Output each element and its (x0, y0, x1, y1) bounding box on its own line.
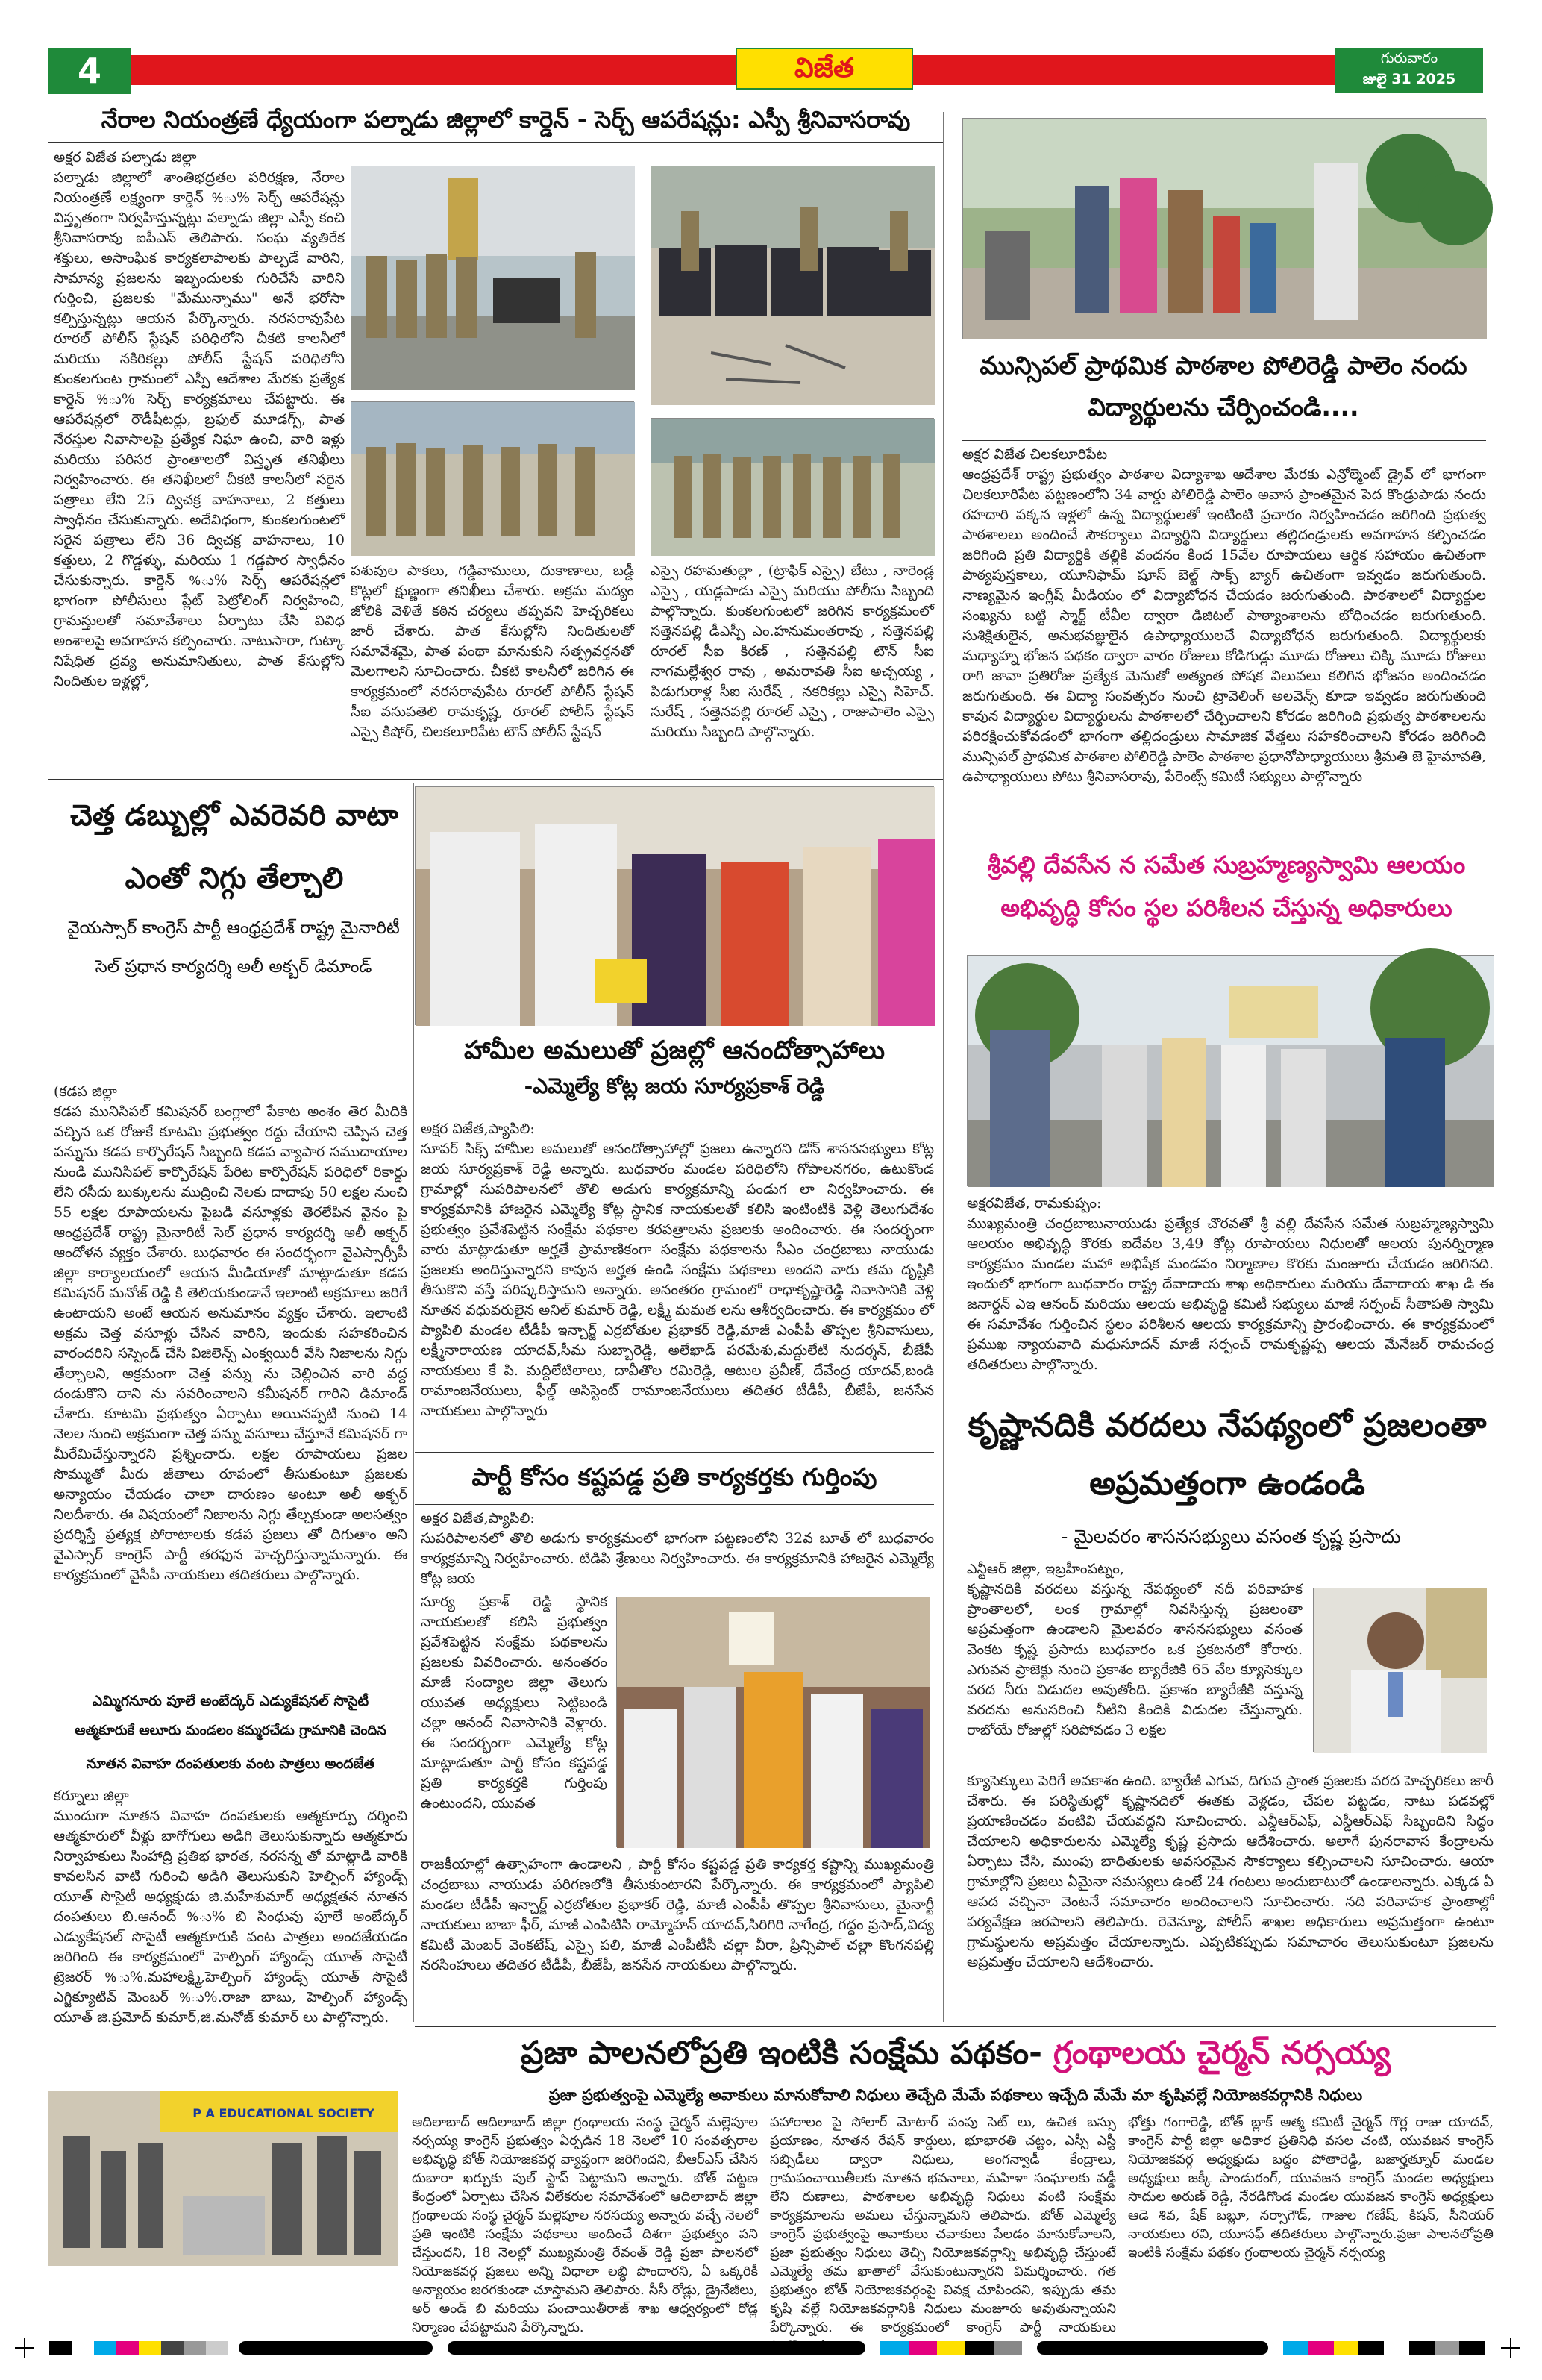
masthead-logo: విజేత (794, 53, 854, 84)
party-body-top-text: సుపరిపాలనలో తొలి అడుగు కార్యక్రమంలో భాగంగా పట్టణంలోని 32వ బూత్ లో బుధవారం కార్యక్రమాన్ని నిర్వహించారు. టిడిపి శ్రేణులు నిర్వహించారు. ఈ కార్యక్రమానికి హాజరైన ఎమ్మెల్యే కోట్ల జయ (421, 1530, 934, 1587)
bottom-headline-magenta: గ్రంథాలయ చైర్మన్ నర్సయ్య (1041, 2035, 1391, 2072)
print-registration-strip (0, 2337, 1542, 2359)
mla-meeting-people-image (416, 787, 935, 1026)
header-red-bar-right (913, 55, 1335, 85)
police-parade-image (351, 166, 635, 390)
column-divider-mid-left (413, 783, 414, 2022)
krishna-body-full-text: క్యూసెక్కులు పెరిగే అవకాశం ఉంది. బ్యారేజీ ఎగువ, దిగువ ప్రాంత ప్రజలకు వరద హెచ్చరికలు జారీ చేశారు. ఈ పరిస్థితుల్లో కృష్ణానదిలో ఈతకు వెళ్లడం, చేపల పట్టడం, నాటు పడవల్లో ప్రయాణించడం వంటివి చేయవద్దని సూచించారు. ఎన్డీఆర్ఎఫ్, ఎస్డీఆర్ఎఫ్ సిబ్బందిని సిద్ధం చేయాలని అధికారులను ఎమ్మెల్యే కృష్ణ ప్రసాదు ఆదేశించారు. అలాగే పునరావాస కేంద్రాలను ఏర్పాటు చేసి, ముంపు బాధితులకు అవసరమైన సౌకర్యాలు కల్పించాలని సూచించారు. ఆయా గ్రామాల్లోని ప్రజలు ఏమైనా సమస్యలు ఉంటే 24 గంటలు అందుబాటులో ఉండాలన్నారు. ఎక్కడ ఏ ఆపద వచ్చినా వెంటనే సమాచారం అందించాలని సూచించారు. నది పరివాహక ప్రాంతాల్లో పర్యవేక్షణ జరపాలని తెలిపారు. రెవెన్యూ, పోలీస్ శాఖల అధికారులు అప్రమత్తంగా ఉంటూ గ్రామస్థులను అప్రమత్తం చేయాలన్నారు. ఎప్పటికప్పుడు సమాచారం తెలుసుకుంటూ ప్రజలను అప్రమత్తం చేయాలని ఆదేశించారు. (967, 1773, 1494, 1970)
bottom-article-top-rule (415, 2026, 1496, 2027)
krishna-headline: కృష్ణానదికి వరదలు నేపథ్యంలో ప్రజలంతా అప్రమత్తంగా ఉండండి (968, 1406, 1487, 1503)
page-header (0, 0, 1542, 90)
police-headline-rule (48, 142, 943, 143)
police-dateline: అక్షర విజేత పల్నాడు జిల్లా (54, 149, 197, 166)
ali-body (54, 1082, 407, 1701)
ambedkar-body (54, 1786, 407, 2025)
police-col3-text: ఎస్సై రహమతుల్లా , (ట్రాఫిక్ ఎస్సై) బేటు , నారెండ్ల ఎస్సై , యడ్లపాడు ఎస్సై మరియు పోలీసు సిబ్బంది పాల్గొన్నారు. కుంకలగుంటలో జరిగిన కార్యక్రమంలో సత్తెనపల్లి డీఎస్పీ ఎం.హనుమంతరావు , సత్తెనపల్లి రూరల్ సీఐ కిరణ్ , సత్తెనపల్లి టౌన్ సీఐ నాగమల్లేశ్వర రావు , అమరావతి సీఐ అచ్చయ్య , పిడుగురాళ్ల సీఐ సురేష్ , నకరికల్లు ఎస్సై సిహెచ్. సురేష్ , సత్తెనపల్లి రూరల్ ఎస్సై , రాజుపాలెం ఎస్సై మరియు సిబ్బంది పాల్గొన్నారు. (651, 563, 934, 740)
row-divider-1 (48, 779, 943, 780)
ali-headline: చెత్త డబ్బుల్లో ఎవరెవరి వాటా ఎంతో నిగ్గు తేల్చాలి (70, 799, 398, 895)
party-body-left: సూర్య ప్రకాశ్ రెడ్డి స్థానిక నాయకులతో కలిసి ప్రభుత్వం ప్రవేశపెట్టిన సంక్షేమ పథకాలను ప్రజలకు వివరించారు. అనంతరం మాజీ సంద్యాల జిల్లా తెలుగు యువత అధ్యక్షులు సెట్టిబండి చల్లా ఆనంద్ నివాసానికి వెళ్లారు. ఈ సందర్భంగా ఎమ్మెల్యే కోట్ల మాట్లాడుతూ పార్టీ కోసం కష్టపడ్డ ప్రతి కార్యకర్తకి గుర్తింపు ఉంటుందని, యువత (421, 1594, 607, 1811)
pension-dateline: అక్షర విజేత,ప్యాపిలి: (421, 1121, 535, 1137)
ambedkar-photo (48, 2091, 397, 2265)
pension-photo (415, 786, 934, 1025)
police-photo-3 (351, 401, 634, 555)
date-label: జులై 31 2025 (1362, 71, 1456, 87)
party-headline-rule (415, 1504, 934, 1505)
color-swatches-right (1283, 2341, 1485, 2355)
pension-headline: హామీల అమలుతో ప్రజల్లో ఆనందోత్సాహాలు (463, 1036, 886, 1065)
school-body (962, 445, 1486, 803)
krishna-dateline: ఎన్టీఆర్ జిల్లా, ఇబ్రహీంపట్నం, (967, 1561, 1124, 1577)
color-swatches-mid (880, 2341, 1022, 2355)
school-headline: మున్సిపల్ ప్రాథమిక పాఠశాల పోలిరెడ్డి పాలెం నందు విద్యార్థులను చేర్పించండి.... (980, 351, 1467, 422)
page-number: 4 (77, 51, 101, 91)
column-divider-mid-right (943, 783, 944, 2022)
krishna-subhead: - మైలవరం శాసనసభ్యులు వసంత కృష్ణ ప్రసాదు (1061, 1526, 1401, 1547)
krishna-photo (1313, 1588, 1486, 1752)
police-col1-text: పల్నాడు జిల్లాలో శాంతిభద్రతల పరిరక్షణ, నేరాల నియంత్రణే లక్ష్యంగా కార్డెన్ %ు% సెర్చ్ ఆపరేషన్లు విస్తృతంగా నిర్వహిస్తున్నట్లు పల్నాడు జిల్లా ఎస్పీ కంచి శ్రీనివాసరావు ఐపీఎస్ తెలిపారు. సంఘ వ్యతిరేక శక్తులు, అసాంఘిక కార్యకలాపాలకు పాల్పడే వారిని, సామాన్య ప్రజలను ఇబ్బందులకు గురిచేసే వారిని గుర్తించి, ప్రజలకు "మేమున్నాము" అనే భరోసా కల్పిస్తున్నట్లు ఆయన పేర్కొన్నారు. నరసరావుపేట రూరల్ పోలీస్ స్టేషన్ పరిధిలోని చీకటి కాలనీలో మరియు నకిరికల్లు పోలీస్ స్టేషన్ పరిధిలోని కుంకలగుంట గ్రామంలో ఎస్పీ ఆదేశాల మేరకు ప్రత్యేక కార్డెన్ %ు% సెర్చ్ కార్యక్రమాలు చేపట్టారు. ఈ ఆపరేషన్లలో రౌడీషీటర్లు, బ్రఫుల్ మూడగ్స్, పాత నేరస్తుల నివాసాలపై ప్రత్యేక నిఘా ఉంచి, వారి ఇళ్లు మరియు పరిసర ప్రాంతాలలో విస్తృత తనిఖీలు నిర్వహించారు. ఈ తనిఖీలలో చీకటి కాలనీలో సరైన పత్రాలు లేని 25 ద్విచక్ర వాహనాలు, 2 కత్తులు స్వాధీనం చేసుకున్నారు. అదేవిధంగా, కుంకలగుంటలో సరైన పత్రాలు లేని 36 ద్విచక్ర వాహనాలు, 10 కత్తులు, 2 గొడ్డళ్ళు, మరియు 1 గడ్డపార స్వాధీనం చేసుకున్నారు. కార్డెన్ %ు% సెర్చ్ ఆపరేషన్లలో భాగంగా పోలీసులు ప్లేట్ పెట్రోలింగ్ నిర్వహించి, గ్రామస్తులతో సమావేశాలు ఏర్పాటు చేసి వివిధ అంశాలపై అవగాహన కల్పించారు. నాటుసారా, గుట్కా నిషేధిత ద్రవ్య అనుమానితులు, పాత కేసుల్లోని నిందితుల ఇళ్లల్లో, (54, 169, 345, 689)
party-top-rule (415, 1452, 934, 1453)
ambedkar-body-text: ముందుగా నూతన వివాహ దంపతులకు ఆత్మకూర్పు దర్శించి ఆత్మకూరులో వీళ్లు బాగోగులు అడిగి తెలుసుకున్నారు ఆత్మకూరు నిర్వాహకులు సింహాద్రి ప్రతిభ భారత, నరసన్న తో మాట్లాడి వారికి కావలసిన వాటి గురించి అడిగి తెలుసుకుని హెల్పింగ్ హ్యాండ్స్ యూత్ సొసైటీ అధ్యక్షుడు జి.మహేశుమార్ అధ్యక్షతన నూతన దంపతులు బి.ఆనంద్ %ు% బి సింధువు పూలే అంబేద్కర్ ఎడ్యుకేషనల్ సొసైటీ ఆత్మకూరుకి వంట పాత్రలు అందజేయడం జరిగింది ఈ కార్యక్రమంలో హెల్పింగ్ హ్యాండ్స్ యూత్ సొసైటీ ట్రెజరర్ %ు%.మహాలక్ష్మి,హెల్పింగ్ హ్యాండ్స్ యూత్ సొసైటీ ఎగ్జిక్యూటివ్ మెంబర్ %ు%.రాజా బాబు, హెల్పింగ్ హ్యాండ్స్ యూత్ జి.ప్రమోద్ కుమార్,జి.మనోజ్ కుమార్ లు పాల్గొన్నారు. (54, 1808, 407, 2026)
pension-body-text: సూపర్ సిక్స్ హామీల అమలుతో ఆనందోత్సాహాల్లో ప్రజలు ఉన్నారని డోన్ శాసనసభ్యులు కోట్ల జయ సూర్యప్రకాశ్ రెడ్డి అన్నారు. బుధవారం మండల పరిధిలోని గోపాలనగరం, ఉటుకొండ గ్రామాల్లో సుపరిపాలనలో తొలి అడుగు కార్యక్రమాన్ని పండుగ లా నిర్వహించారు. ఈ కార్యక్రమానికి హాజరైన ఎమ్మెల్యే కోట్ల స్థానిక నాయకులతో కలిసి ఇంటింటికి వెళ్లి తెలుగుదేశం ప్రభుత్వం ప్రవేశపెట్టిన సంక్షేమ పథకాల కరపత్రాలను ప్రజలకు అందించారు. ఈ సందర్భంగా వారు మాట్లాడుతూ అర్హతే ప్రామాణికంగా సంక్షేమ పథకాలను సీఎం చంద్రబాబు నాయుడు ప్రజలకు అందిస్తున్నారని కావున అర్హత ఉండి సంక్షేమ పథకాలు అందని వారు తమ దృష్టికి తీసుకొని వస్తే పరిష్కరిస్తామని అన్నారు. అనంతరం గ్రామంలో రాధాకృష్ణారెడ్డి నివాసానికి వెళ్లి నూతన వధువరులైన అనిల్ కుమార్ రెడ్డి, లక్ష్మీ మమత లను ఆశీర్వదించారు. ఈ కార్యక్రమం లో ప్యాపిలి మండల టీడీపీ ఇన్చార్జ్ ఎర్రబోతుల ప్రభాకర్ రెడ్డి,మాజీ ఎంపీపీ తొప్పల శ్రీనివాసులు, లక్ష్మీనారాయణ యాదవ్,సీమ సుబ్బారెడ్డి, అలేఖాడ్ పరమేశు,మద్దులేటి నుదర్శన్, బీజేపీ నాయకులు కే పి. మద్దిలేటిలాలు, దావీతొల రమిరెడ్డి, ఆటుల ప్రవీణ్, దేవేంద్ర యాదవ్,బండి రామాంజనేయులు, ఫీల్డ్ అసిస్టెంట్ రామాంజనేయులు తదితర టీడీపీ, బీజేపీ, జనసేన నాయకులు పాల్గొన్నారు (421, 1141, 934, 1419)
party-workers-image (617, 1597, 930, 1848)
party-body-top (421, 1509, 934, 1591)
ambedkar-headline-1: ఎమ్మిగనూరు పూలే అంబేద్కర్ ఎడ్యుకేషనల్ సొసైటీ (92, 1693, 369, 1709)
bottom-col3-text: భోత్తు గంగారెడ్డి, బోత్ బ్లాక్ ఆత్మ కమిటీ చైర్మన్ గొర్ల రాజు యాదవ్, కాంగ్రెస్ పార్టీ జిల్లా అధికార ప్రతినిధి వసల చంటి, యువజన కాంగ్రెస్ నియోజకవర్గ అధ్యక్షుడు బద్దం పోతారెడ్డి, బజార్హత్నూర్ మండల అధ్యక్షులు జక్కీ పాండురంగ్, యువజన కాంగ్రెస్ మండల అధ్యక్షులు సాదుల అరుణ్ రెడ్డి, నేరడిగొండ మండల యువజన కాంగ్రెస్ అధ్యక్షులు ఆడె శివ, షేక్ బబ్లూ, నర్సాగౌడ్, గాజుల గణేష్, కిషన్, సీనియర్ నాయకులు రవి, యూసఫ్ తదితరులు పాల్గొన్నారు.ప్రజా పాలనలోప్రతి ఇంటికి సంక్షేమ పథకం గ్రంథాలయ చైర్మన్ నర్సయ్య (1128, 2114, 1494, 2261)
bottom-col2-text: పహారాలం పై సోలార్ మోటార్ పంపు సెట్ లు, ఉచిత బస్సు ప్రయాణం, నూతన రేషన్ కార్డులు, భూభారతి చట్టం, ఎస్సీ ఎస్టీ సబ్సిడీలు ద్వారా నిధులు, అంగన్వాడీ కేంద్రాలు, గ్రామపంచాయితీలకు నూతన భవనాలు, మహిళా సంఘాలకు వడ్డీ లేని రుణాలు, పాఠశాలల అభివృద్ధి నిధులు వంటి సంక్షేమ కార్యక్రమాలను అమలు చేస్తున్నామని తెలిపారు. బోత్ ఎమ్మెల్యే కాంగ్రెస్ ప్రభుత్వంపై అవాకులు చవాకులు పేలడం మానుకోవాలని, ప్రజా ప్రభుత్వం నిధులు తెచ్చి నియోజకవర్గాన్ని అభివృద్ధి చేస్తుంటే ఎమ్మెల్యే తమ ఖాతాలో వేసుకుంటున్నారని విమర్శించారు. గత ప్రభుత్వం బోత్ నియోజకవర్గంపై వివక్ష చూపిందని, ఇప్పుడు తమ కృషి వల్లే నియోజకవర్గానికి నిధులు మంజూరు అవుతున్నాయని పేర్కొన్నారు. ఈ కార్యక్రమంలో కాంగ్రెస్ పార్టీ నాయకులు (770, 2114, 1116, 2335)
day-label: గురువారం (1380, 50, 1438, 66)
police-photo-4 (651, 418, 934, 555)
header-red-bar-left (131, 55, 736, 85)
color-swatches-left (49, 2341, 228, 2355)
masthead-box (736, 48, 913, 90)
page-number-box (48, 48, 131, 94)
date-box (1335, 48, 1483, 93)
column-divider-top (943, 112, 944, 791)
temple-photo (967, 955, 1494, 1186)
pension-body (421, 1119, 934, 1447)
temple-body (967, 1194, 1494, 1410)
bottom-subhead: ప్రజా ప్రభుత్వంపై ఎమ్మెల్యే అవాకులు మానుకోవాలి నిధులు తెచ్చేది మేమే పథకాలు ఇచ్చేది మేమే మా కృషివల్లే నియోజకవర్గానికి నిధులు (548, 2086, 1363, 2104)
ali-dateline: (కడప జిల్లా (54, 1083, 117, 1100)
bottom-col1-text: ఆదిలాబాద్ ఆదిలాబాద్ జిల్లా గ్రంథాలయ సంస్థ చైర్మన్ మల్లెపూల నర్సయ్య కాంగ్రెస్ ప్రభుత్వం ఏర్పడిన 18 నెలలో 10 సంవత్సరాల అభివృద్ధి బోత్ నియోజకవర్గ వ్యాప్తంగా జరిగిందని, బీఆర్ఎస్ చేసిన దుబారా ఖర్చుకు పుల్ స్టాప్ పెట్టామని అన్నారు. బోత్ పట్టణ కేంద్రంలో ఏర్పాటు చేసిన విలేకరుల సమావేశంలో ఆదిలాబాద్ జిల్లా గ్రంథాలయ సంస్థ చైర్మన్ మల్లెపూల నరసయ్య అన్నారు వచ్చే నెలలో ప్రతి ఇంటికి సంక్షేమ పథకాలు అందించే దిశగా ప్రభుత్వం పని చేస్తుందని, 18 నెలల్లో ముఖ్యమంత్రి రేవంత్ రెడ్డి ప్రజా పాలనలో నియోజకవర్గ ప్రజలు అన్ని విధాలా లబ్ధి పొందారని, ఏ ఒక్కరికీ అన్యాయం జరగకుండా చూస్తామని తెలిపారు. సీసీ రోడ్లు, డ్రైనేజీలు, అర్ అండ్ బి మరియు పంచాయితీరాజ్ శాఖ ఆధ్వర్యంలో రోడ్ల నిర్మాణం చేపట్టామని పేర్కొన్నారు. (412, 2114, 758, 2335)
temple-site-inspection-image (968, 956, 1494, 1187)
school-body-text: ఆంధ్రప్రదేశ్ రాష్ట్ర ప్రభుత్వం పాఠశాల విద్యాశాఖ ఆదేశాల మేరకు ఎన్రోల్మెంట్ డ్రైవ్ లో భాగంగా చిలకలూరిపేట పట్టణంలోని 34 వార్డు పోలిరెడ్డి పాలెం అవాస ప్రాంతమైన పెద కొండ్రుపాడు నందు రహదారి పక్కన ఇళ్లలో ఉన్న విద్యార్థులతో ఇంటింటి ప్రచారం నిర్వహించడం జరిగింది ప్రభుత్వ పాఠశాలలు అందించే సౌకర్యాలు విద్యార్థిని విద్యార్థులు తల్లిదండ్రులకు అవగాహన కల్పించడం జరిగింది ప్రతి విద్యార్థికి తల్లికి వందనం కింద 15వేల రూపాయలు ఆర్థిక సహాయం ఉచితంగా పాఠ్యపుస్తకాలు, యూనిఫామ్ షూస్ బెల్ట్ సాక్స్ బ్యాగ్ ఉచితంగా ఇవ్వడం జరుగుతుంది. నాణ్యమైన ఇంగ్లీష్ మీడియం లో విద్యాబోధన చేయడం జరుగుతుంది. పాఠశాలలో విద్యార్థుల సంఖ్యను బట్టి స్మార్ట్ టీవీల ద్వారా డిజిటల్ పాఠ్యాంశాలను బోధించడం జరుగుతుంది. సుశిక్షితులైన, అనుభవజ్ఞులైన ఉపాధ్యాయులచే విద్యాబోధన జరుగుతుంది. విద్యార్థులకు మధ్యాహ్న భోజన పథకం ద్వారా వారం రోజులు కోడిగుడ్లు మూడు రోజులు చిక్కి మూడు రోజులు రాగి జావా ప్రతిరోజు ప్రత్యేక మెనుతో అత్యంత పోషక విలువలు కలిగిన భోజనం అందించడం జరుగుతుంది. ఈ విద్యా సంవత్సరం నుంచి ట్రావెలింగ్ అలవెన్స్ కూడా ఇవ్వడం జరుగుతుంది కావున విద్యార్థుల విద్యార్థులను పాఠశాలలో చేర్పించాలని కోరడం జరిగింది ప్రభుత్వ పాఠశాలలను పరిరక్షించుకోవడంలో భాగంగా తల్లిదండ్రులు సామాజిక వేత్తలు సహకరించాలని కోరడం జరిగింది మున్సిపల్ ప్రాథమిక పాఠశాల పోలిరెడ్డి పాలెం పాఠశాల ప్రధానోపాధ్యాయులు శ్రీమతి జె హైమావతి, ఉపాధ్యాయులు పోటు శ్రీనివాసరావు, పేరెంట్స్ కమిటీ సభ్యులు పాల్గొన్నారు (962, 466, 1486, 785)
temple-dateline: అక్షరవిజేత, రామకుప్పం: (967, 1195, 1102, 1212)
ambedkar-headline-2: ఆత్మకూరుకే ఆలూరు మండలం కమ్మరచేడు గ్రామానికి చెందిన (75, 1723, 386, 1738)
party-body-bottom-text: రాజకీయాల్లో ఉత్సాహంగా ఉండాలని , పార్టీ కోసం కష్టపడ్డ ప్రతి కార్యకర్త కష్టాన్ని ముఖ్యమంత్రి చంద్రబాబు నాయుడు పరిగణలోకి తీసుకుంటారని పేర్కొన్నారు. ఈ కార్యక్రమంలో ప్యాపిలి మండల టీడీపీ ఇన్చార్జ్ ఎర్రబోతుల ప్రభాకర్ రెడ్డి, మాజీ ఎంపీపీ తొప్పల శ్రీనివాసులు, మైనార్టీ నాయకులు బాబా ఫీర్, మాజీ ఎంపిటిసి రామ్మోహన్ యాదవ్,సిరిగిరి నాగేంద్ర, గద్దం ప్రసాద్,విద్య కమిటీ మెంబర్ వెంకటేష్, ఎస్సై పలి, మాజీ ఎంపీటీసీ చల్లా వీరా, ప్రిన్సిపాల్ చల్లా కొంగనపల్లి నరసింహులు తదితర టీడీపీ, బీజేపీ, జనసేన నాయకులు పాల్గొన్నారు. (421, 1856, 934, 1973)
police-inspection-image (351, 402, 635, 556)
police-headline: నేరాల నియంత్రణే ధ్యేయంగా పల్నాడు జిల్లాలో కార్డెన్ - సెర్చ్ ఆపరేషన్లు: ఎస్పీ శ్రీనివాసరావు (101, 107, 911, 134)
temple-body-text: ముఖ్యమంత్రి చంద్రబాబునాయుడు ప్రత్యేక చొరవతో శ్రీ వల్లి దేవసేన సమేత సుబ్రహ్మణ్యస్వామి ఆలయం అభివృద్ధి కొరకు ఐదేవల 3,49 కోట్ల రూపాయలు నిధులతో ఆలయ పునర్నిర్మాణ కార్యక్రమం మండల మహా అభిషేక మండపం నిర్మాణాల కొరకు మంజూరు చేయడం జరిగినది. ఇందులో భాగంగా బుధవారం రాష్ట్ర దేవాదాయ శాఖ అధికారులు మరియు దేవాదాయ శాఖ డి ఈ జనార్దన్ ఎఇ ఆనంద్ మరియు ఆలయ అభివృద్ధి కమిటీ సభ్యులు మాజీ సర్పంచ్ సీతాపతి స్వామి ఈ సమావేశం గుర్తించిన స్థలం పరిశీలన ఆలయ కార్యక్రమాన్ని ప్రారంభించారు. ఈ కార్యక్రమంలో ప్రముఖ న్యాయవాది మధుసూదన్ మాజీ సర్పంచ్ రామకృష్ణప్ప ఆలయ మేనేజర్ రామచంద్ర తదితరులు పాల్గొన్నారు. (967, 1215, 1494, 1373)
school-students-image (963, 119, 1487, 339)
school-dateline: అక్షర విజేత చిలకలూరిపేట (962, 446, 1108, 463)
crosshair-right (1501, 2338, 1520, 2358)
police-col1 (54, 148, 345, 764)
ali-body-text: కడప మునిసిపల్ కమిషనర్ బంగ్లాలో పేకాట అంశం తెర మీదికి వచ్చిన ఒక రోజుకే కూటమి ప్రభుత్వం రద్దు చేయాని చెప్పిన చెత్త పన్నును కడప కార్పొరేషన్ సిబ్బంది కడప వ్యాపార సముదాయాల నుండి మునిసిపల్ కార్పొరేషన్ పేరిట కార్పొరేషన్ పరిధిలో రికార్డు లేని రసీదు బుక్కులను ముద్రించి నెలకు దాదాపు 50 లక్షల నుంచి 55 లక్షల రూపాయలను పైబడి వసూళ్లకు తెరలేపిన వైనం పై ఆంధ్రప్రదేశ్ రాష్ట్ర మైనారిటీ సెల్ ప్రధాన కార్యదర్శి అలీ అక్బర్ ఆందోళన వ్యక్తం చేశారు. బుధవారం ఈ సందర్భంగా వైఎస్సార్సీపీ జిల్లా కార్యాలయంలో ఆయన మీడియాతో మాట్లాడుతూ కడప కమిషనర్ మనోజ్ రెడ్డి కి తెలియకుండానే ఇలాంటి అక్రమాలు జరిగే ఉంటాయని అంటే ఆయన అనుమానం వ్యక్తం చేశారు. ఇలాంటి అక్రమ చెత్త వసూళ్లు చేసిన వారిని, ఇందుకు సహకరించిన వారందరిని సస్పెండ్ చేసి విజిలెన్స్ ఎంక్వయిరీ వేసి నిజాలను నిగ్గు తేల్చాలని, అక్రమంగా చెత్త పన్ను ను చెల్లించిన వారి వద్ద దండుకొని దాని ను సవరించాలని కమీషనర్ గారిని డిమాండ్ చేశారు. కూటమి ప్రభుత్వం ఏర్పాటు అయినప్పటి నుంచి 14 నెలల నుంచి అక్రమంగా చెత్త పన్ను వసూలు చేస్తూనే కమిషనర్ గా మీరేమిచేస్తున్నారని ప్రశ్నించారు. లక్షల రూపాయలు ప్రజల సొమ్ముతో మీరు జీతాలు రూపంలో తీసుకుంటూ ప్రజలకు అన్యాయం చేయడం చాలా దారుణం అంటూ అలీ అక్బర్ నిలదీశారు. ఈ విషయంలో నిజాలను నిగ్గు తేల్చకుండా అలసత్వం ప్రదర్శిస్తే ప్రత్యక్ష పోరాటాలకు కడప ప్రజలు తో దిగుతాం అని వైఎస్సార్ కాంగ్రెస్ పార్టీ తరఫున హెచ్చరిస్తున్నామన్నారు. ఈ కార్యక్రమంలో వైసీపీ నాయకులు తదితరులు పాల్గొన్నారు. (54, 1103, 407, 1583)
registration-bar-3 (1037, 2341, 1268, 2355)
temple-headline: శ్రీవల్లి దేవసేన న సమేత సుబ్రహ్మణ్యస్వామి ఆలయం అభివృద్ధి కోసం స్థల పరిశీలన చేస్తున్న అధికారులు (987, 851, 1466, 922)
registration-bar-2 (448, 2341, 865, 2355)
school-headline-rule (962, 440, 1486, 441)
party-headline: పార్టీ కోసం కష్టపడ్డ ప్రతి కార్యకర్తకు గుర్తింపు (471, 1462, 877, 1491)
seized-bikes-image (651, 166, 935, 405)
mla-portrait-image (1314, 1588, 1487, 1753)
bottom-headline-black: ప్రజా పాలనలోప్రతి ఇంటికి సంక్షేమ పథకం- (521, 2035, 1042, 2072)
party-dateline: అక్షర విజేత,ప్యాపిలి: (421, 1510, 535, 1526)
party-photo (616, 1597, 930, 1847)
police-col2-text: పశువుల పాకలు, గడ్డివాములు, దుకాణాలు, బడ్డీ కొట్లలో క్షుణ్ణంగా తనిఖీలు చేశారు. అక్రమ మద్యం జోలికి వెళితే కఠిన చర్యలు తప్పవని హెచ్చరికలు జారీ చేశారు. పాత కేసుల్లోని నిందితులతో సమావేశమై, పాత పంథా మానుకుని సత్ప్రవర్తనతో మెలగాలని సూచించారు. చీకటి కాలనీలో జరిగిన ఈ కార్యక్రమంలో నరసరావుపేట రూరల్ పోలీస్ స్టేషన్ సీఐ వసుపతెలి రామకృష్ణ, రూరల్ పోలీస్ స్టేషన్ ఎస్సై కిషోర్, చిలకలూరిపేట టౌన్ పోలీస్ స్టేషన్ (351, 563, 634, 740)
ambedkar-photo-banner: P A EDUCATIONAL SOCIETY (192, 2106, 374, 2120)
police-photo-1 (351, 166, 634, 389)
crosshair-left (15, 2338, 34, 2358)
police-briefing-image (651, 419, 935, 556)
ali-subhead: వైయస్సార్ కాంగ్రెస్ పార్టీ ఆంధ్రప్రదేశ్ రాష్ట్ర మైనారిటీ సెల్ ప్రధాన కార్యదర్శి అలీ అక్బర్ డిమాండ్ (67, 918, 400, 977)
pension-subhead: -ఎమ్మెల్యే కోట్ల జయ సూర్యప్రకాశ్ రెడ్డి (524, 1074, 825, 1098)
ambedkar-headline-3: నూతన వివాహ దంపతులకు వంట పాత్రలు అందజేత (86, 1756, 375, 1772)
ambedkar-dateline: కర్నూలు జిల్లా (54, 1788, 129, 1804)
krishna-body-left (967, 1559, 1303, 1768)
bottom-headline (415, 2031, 1496, 2076)
school-photo (962, 118, 1486, 339)
krishna-body-left-text: కృష్ణానదికి వరదలు వస్తున్న నేపథ్యంలో నదీ పరివాహక ప్రాంతాలలో, లంక గ్రామాల్లో నివసిస్తున్న ప్రజలంతా అప్రమత్తంగా ఉండాలని మైలవరం శాసనసభ్యులు వసంత వెంకట కృష్ణ ప్రసాదు బుధవారం ఒక ప్రకటనలో కోరారు. ఎగువన ప్రాజెక్టు నుంచి ప్రకాశం బ్యారేజికి 65 వేల క్యూసెక్కుల వరద నీరు విడుదల అవుతోంది. ప్రకాశం బ్యారేజీకి వస్తున్న వరదను అనుసరించి నీటిని కిందికి విడుదల చేస్తున్నారు. రాబోయే రోజుల్లో సరిపోవడం 3 లక్షల (967, 1581, 1303, 1738)
police-photo-2 (651, 166, 934, 404)
registration-bar-1 (239, 2341, 433, 2355)
